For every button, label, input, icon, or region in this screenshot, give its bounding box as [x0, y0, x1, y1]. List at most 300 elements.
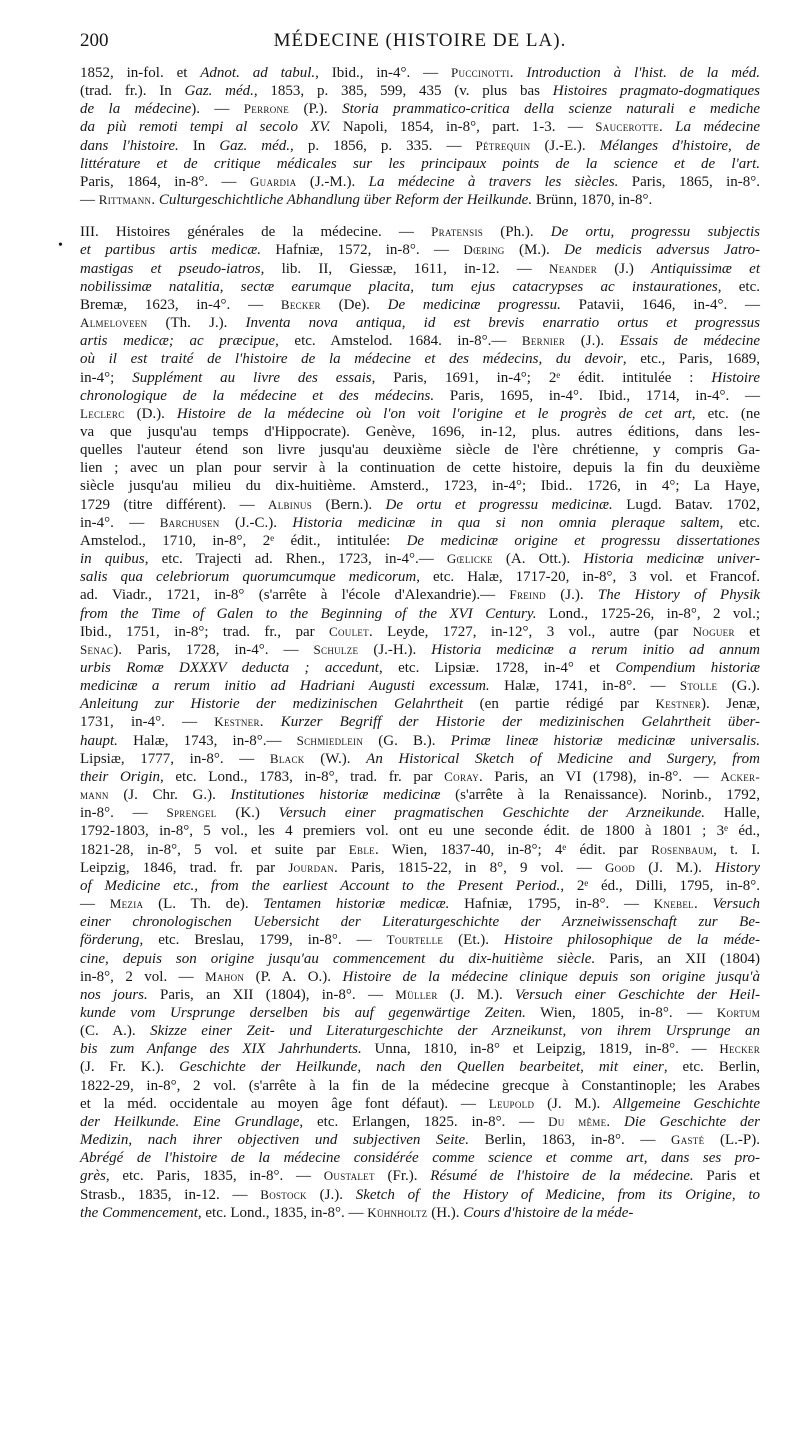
text-line: [80, 859, 760, 877]
author-name: Senac: [80, 641, 114, 657]
text-line: [80, 191, 760, 209]
italic-title: Versuch einer pragmatischen Geschichte der Arzneikunde.: [278, 805, 706, 822]
text-run: Paris, 1695, in-4°. Ibid., 1714, in-4°. —: [434, 387, 760, 404]
text-line: [80, 786, 760, 804]
author-name: Pratensis: [431, 224, 484, 240]
author-name: Good: [604, 859, 636, 875]
text-run: Berlin, 1863, in-8°. —: [468, 1132, 671, 1149]
text-run: (J.-C.).: [219, 514, 293, 531]
italic-title: in quibus: [80, 551, 145, 568]
author-name: Leupold: [488, 1095, 535, 1111]
text-run: ). Paris, 1728, in-4°. —: [113, 641, 314, 658]
text-run: (J.-M.).: [296, 173, 369, 190]
text-line: [80, 260, 760, 278]
text-line: [80, 822, 760, 840]
author-name: Gasté: [671, 1132, 705, 1148]
italic-title: Gaz. méd.: [184, 83, 254, 100]
text-line: [80, 118, 760, 136]
italic-title: Histoire: [711, 369, 760, 386]
italic-title: Historia medicinæ univer-: [583, 551, 760, 568]
text-run: —: [80, 192, 99, 209]
text-line: [80, 931, 760, 949]
italic-title: bis zum Anfange des XIX Jahrhunderts.: [80, 1041, 362, 1058]
text-run: , t. I.: [713, 841, 760, 858]
italic-title: Storia prammatico-critica della scienze naturali e mediche: [342, 101, 760, 118]
text-run: Halæ, 1743, in-8°.—: [117, 732, 297, 749]
text-run: , lib. II, Giessæ, 1611, in-12. —: [260, 260, 550, 277]
text-run: 1821-28, in-8°, 5 vol. et suite par: [80, 841, 349, 858]
italic-title: Histoire de la médecine clinique depuis son origine jusqu'à: [342, 968, 760, 985]
text-run: 1852, in-fol. et: [80, 65, 201, 81]
text-run: , etc. (ne: [691, 405, 760, 422]
text-run: . Leyde, 1727, in-12°, 3 vol., autre (par: [368, 623, 693, 640]
italic-title: haupt.: [80, 732, 118, 749]
text-run: (Et.).: [443, 932, 504, 949]
text-run: Patavii, 1646, in-4°. —: [560, 296, 761, 313]
text-line: [80, 841, 760, 859]
text-run: , Ibid., in-4°. —: [315, 65, 451, 81]
text-run: Napoli, 1854, in-8°, part. 1-3. —: [330, 119, 596, 136]
italic-title: et partibus artis medicæ.: [80, 242, 262, 259]
text-run: (L. Th. de).: [143, 896, 264, 913]
author-name: Knebel: [653, 896, 694, 912]
author-name: Black: [269, 750, 305, 766]
italic-title: förderung: [80, 932, 140, 949]
text-run: .: [606, 1113, 625, 1130]
author-name: Eble: [348, 841, 375, 857]
author-name: Barchusen: [159, 514, 220, 530]
italic-title: Essais de médecine: [619, 333, 760, 350]
italic-title: Skizze einer Zeit- und Literaturgeschichte der Arzneikunst, von ihrem Ursprunge an: [150, 1023, 760, 1040]
text-line: [80, 1004, 760, 1022]
text-run: , p. 1856, p. 335. —: [290, 137, 476, 154]
italic-title: La médecine à travers les siècles.: [368, 173, 619, 190]
author-name: mann: [80, 787, 109, 803]
text-run: Paris, an XII (1804): [595, 950, 760, 967]
paragraph: [80, 223, 760, 1222]
text-run: (Th. J.).: [147, 315, 246, 332]
text-run: (K.): [216, 805, 279, 822]
text-line: [80, 895, 760, 913]
italic-title: chronologique de la médecine et des médecins.: [80, 387, 435, 404]
text-line: [80, 659, 760, 677]
text-run: (J.-E.).: [530, 137, 600, 154]
text-run: . Paris, an VI (1798), in-8°. —: [479, 768, 721, 785]
author-name: Gœlicke: [446, 551, 493, 567]
text-run: (J.).: [545, 587, 598, 604]
text-run: et: [734, 623, 761, 640]
author-name: Puccinotti: [450, 65, 510, 80]
text-run: Paris, an XII (1804), in-8°. —: [147, 986, 396, 1003]
italic-title: the Commencement: [80, 1204, 198, 1221]
text-line: [80, 605, 760, 623]
text-run: (J.).: [306, 1186, 356, 1203]
text-run: Halle,: [705, 805, 761, 822]
text-run: Bremæ, 1623, in-4°. —: [80, 296, 281, 313]
text-line: [80, 986, 760, 1004]
author-name: Müller: [395, 986, 438, 1002]
text-run: Paris et: [693, 1168, 761, 1185]
author-name: Schulze: [313, 641, 359, 657]
text-line: [80, 623, 760, 641]
text-run: (J.): [597, 260, 652, 277]
italic-title: nos jours.: [80, 986, 148, 1003]
text-run: Lugd. Batav. 1702,: [612, 496, 760, 513]
text-run: (en partie rédigé par: [463, 696, 656, 713]
italic-title: Résumé de l'histoire de la médecine.: [430, 1168, 694, 1185]
text-line: [80, 877, 760, 895]
italic-title: Adnot. ad tabul.: [200, 65, 316, 81]
italic-title: De medicinæ origine et progressu dissertationes: [406, 532, 760, 549]
text-run: (L.-P).: [704, 1132, 761, 1149]
author-name: Leclerc: [80, 405, 125, 421]
text-line: [80, 477, 760, 495]
text-run: , etc.: [719, 514, 761, 531]
text-line: [80, 278, 760, 296]
text-line: [80, 532, 760, 550]
text-run: (s'arrête à la Renaissance). Norinb., 1792,: [440, 787, 760, 804]
italic-title: où il est traité de l'histoire de la médecine et des médecins, du devoir: [80, 351, 623, 368]
text-line: [80, 950, 760, 968]
text-run: , etc. Lipsiæ. 1728, in-4° et: [378, 660, 616, 676]
italic-title: cine, depuis son origine jusqu'au commencement du dix-huitième siècle.: [80, 950, 596, 967]
running-head: [80, 30, 760, 56]
running-title: MÉDECINE (HISTOIRE DE LA).: [273, 30, 567, 51]
italic-title: An Historical Sketch of Medicine and Surgery, from: [366, 750, 760, 767]
author-name: Bostock: [260, 1186, 307, 1202]
text-run: Halæ, 1741, in-8°. —: [489, 678, 680, 695]
author-name: Becker: [280, 296, 321, 312]
text-line: [80, 241, 760, 259]
text-line: [80, 1204, 760, 1222]
author-name: Freind: [509, 587, 546, 603]
text-line: [80, 1058, 760, 1076]
author-name: Kestner: [214, 714, 260, 730]
italic-title: Mélanges d'histoire, de: [599, 137, 760, 154]
author-name: Perrone: [243, 101, 290, 117]
text-run: . Paris, 1815-22, in 8°, 9 vol. —: [334, 859, 605, 876]
author-name: Mezia: [109, 896, 144, 912]
italic-title: Anleitung zur Historie der medizinischen Gelahrtheit: [80, 696, 464, 713]
author-name: Dœring: [463, 242, 505, 258]
text-run: Wien, 1805, in-8°. —: [525, 1004, 717, 1021]
author-name: Sprengel: [166, 805, 217, 821]
italic-title: Inventa nova antiqua, id est brevis enarratio ortus et progressus: [245, 315, 760, 332]
text-run: (J. M.).: [534, 1095, 614, 1112]
text-line: [80, 155, 760, 173]
text-line: [80, 677, 760, 695]
author-name: Schmiedlein: [296, 732, 364, 748]
text-run: . Wien, 1837-40, in-8°; 4ᵉ édit. par: [374, 841, 652, 858]
italic-title: kunde vom Ursprunge derselben bis auf gegenwärtige Zeiten.: [80, 1004, 526, 1021]
text-line: [80, 804, 760, 822]
text-run: Leipzig, 1846, trad. fr. par: [80, 859, 289, 876]
author-name: Bernier: [521, 333, 566, 349]
text-run: (J. M.).: [437, 986, 515, 1003]
author-name: Rosenbaum: [651, 841, 714, 857]
text-run: (Bern.).: [312, 496, 386, 513]
text-run: , etc. Halæ, 1717-20, in-8°, 3 vol. et Francof.: [416, 569, 760, 586]
text-run: (M.).: [504, 242, 565, 259]
text-run: (D.).: [124, 405, 177, 422]
text-run: III. Histoires générales de la médecine. —: [80, 224, 432, 241]
text-line: [80, 459, 760, 477]
italic-title: salis qua celebriorum quorumcumque medicorum: [80, 569, 417, 586]
italic-title: littérature et de critique médicales sur les principaux points de la science et de l'art.: [80, 155, 760, 172]
italic-title: Culturgeschichtliche Abhandlung über Reform der Heilkunde.: [158, 192, 533, 209]
text-run: (J.-H.).: [358, 641, 432, 658]
italic-title: Gaz. méd.: [219, 137, 291, 154]
italic-title: Cours d'histoire de la méde-: [463, 1204, 634, 1221]
text-line: [80, 496, 760, 514]
paragraph: [80, 64, 760, 209]
italic-title: De medicis adversus Jatro-: [564, 242, 761, 259]
italic-title: Versuch: [712, 896, 760, 913]
italic-title: The History of Physik: [597, 587, 761, 604]
italic-title: Kurzer Begriff der Historie der medizinischen Gelahrtheit über-: [280, 714, 761, 731]
text-run: 1729 (titre différent). —: [80, 496, 269, 513]
author-name: Stolle: [679, 678, 718, 694]
text-run: , etc., Paris, 1689,: [622, 351, 761, 368]
text-line: [80, 405, 760, 423]
italic-title: Sketch of the History of Medicine, from its Origine, to: [355, 1186, 760, 1203]
author-name: Kühnholtz: [367, 1204, 428, 1220]
italic-title: Historia medicinæ in qua si non omnia pleraque saltem: [292, 514, 720, 531]
italic-title: De ortu et progressu medicinæ.: [385, 496, 613, 513]
body-text: [80, 64, 760, 1222]
text-line: [80, 1131, 760, 1149]
text-line: [80, 100, 760, 118]
text-run: , etc. Lond., 1835, in-8°. —: [197, 1204, 368, 1221]
text-run: .: [509, 65, 527, 81]
text-run: (J. Chr. G.).: [108, 787, 231, 804]
italic-title: Compendium historiæ: [615, 660, 760, 676]
text-line: [80, 768, 760, 786]
author-name: Noguer: [692, 623, 735, 639]
text-line: [80, 713, 760, 731]
text-run: va que jusqu'au temps d'Hippocrate). Genève, 1696, in-12, plus. autres éditions, dans les-: [80, 423, 760, 440]
author-name: Coray: [444, 768, 480, 784]
author-name: Acker-: [720, 768, 760, 784]
italic-title: der Heilkunde. Eine Grundlage: [80, 1113, 300, 1130]
author-name: Kestner: [655, 696, 702, 712]
author-name: Kortum: [716, 1004, 760, 1020]
author-name: Hecker: [719, 1041, 761, 1057]
text-run: , etc. Trajecti ad. Rhen., 1723, in-4°.—: [144, 551, 447, 568]
text-run: in-8°. —: [80, 805, 167, 822]
italic-title: Allgemeine Geschichte: [613, 1095, 761, 1112]
text-run: (Fr.).: [374, 1168, 431, 1185]
text-run: Hafniæ, 1795, in-8°. —: [449, 896, 654, 913]
text-run: , etc. Amstelod. 1684. in-8°.—: [275, 333, 522, 350]
text-line: [80, 1095, 760, 1113]
text-run: in-4°;: [80, 369, 133, 386]
text-run: (J. M.).: [635, 859, 715, 876]
text-run: (Ph.).: [483, 224, 551, 241]
text-run: (W.).: [304, 750, 367, 767]
italic-title: de la médecine: [80, 101, 192, 118]
author-name: Oustalet: [323, 1168, 375, 1184]
text-run: .: [259, 714, 281, 731]
italic-title: dans l'histoire.: [80, 137, 179, 154]
text-run: Lond., 1725-26, in-8°, 2 vol.;: [536, 605, 761, 622]
italic-title: Tentamen historiæ medicæ.: [263, 896, 450, 913]
italic-title: Antiquissimæ et: [651, 260, 761, 277]
italic-title: urbis Romæ DXXXV deducta ; accedunt: [80, 660, 379, 676]
italic-title: artis medicæ; ac præcipue: [80, 333, 276, 350]
text-line: [80, 387, 760, 405]
text-line: [80, 173, 760, 191]
text-run: (J. Fr. K.).: [80, 1059, 180, 1076]
text-run: , etc. Breslau, 1799, in-8°. —: [139, 932, 387, 949]
page-number: 200: [80, 30, 109, 51]
author-name: Guardia: [249, 173, 297, 189]
text-line: [80, 1167, 760, 1185]
text-run: Hafniæ, 1572, in-8°. —: [261, 242, 464, 259]
text-line: [80, 550, 760, 568]
text-line: [80, 64, 760, 82]
text-line: [80, 369, 760, 387]
text-line: [80, 1022, 760, 1040]
text-run: Amstelod., 1710, in-8°, 2ᵉ édit., intitulée:: [80, 532, 407, 549]
text-run: , etc. Berlin,: [663, 1059, 760, 1076]
text-run: .: [659, 119, 676, 136]
text-line: [80, 750, 760, 768]
text-run: ad. Viadr., 1721, in-8° (s'arrête à l'école d'Alexandrie).—: [80, 587, 510, 604]
text-run: 1822-29, in-8°, 2 vol. (s'arrête à la fin de la médecine grecque à Constantinople; les Arabes: [80, 1077, 760, 1094]
text-run: (A. Ott.).: [492, 551, 584, 568]
text-line: [80, 695, 760, 713]
text-run: Lipsiæ, 1777, in-8°. —: [80, 750, 270, 767]
text-run: , etc.: [717, 278, 761, 295]
text-line: [80, 223, 760, 241]
italic-title: Die Geschichte der: [624, 1113, 761, 1130]
margin-mark: •: [58, 238, 63, 253]
text-run: (J.).: [565, 333, 620, 350]
text-run: (G.).: [717, 678, 760, 695]
text-line: [80, 568, 760, 586]
text-run: Paris, 1864, in-8°. —: [80, 173, 250, 190]
text-line: [80, 1040, 760, 1058]
author-name: Pétrequin: [475, 137, 531, 153]
italic-title: einer chronologischen Uebersicht der Literaturgeschichte der Arzneiwissenschaft zur Be-: [80, 914, 760, 931]
italic-title: Histoire de la médecine où l'on voit l'origine et le progrès de cet art: [176, 405, 692, 422]
italic-title: mastigas et pseudo-iatros: [80, 260, 261, 277]
text-run: Ibid., 1751, in-8°; trad. fr., par: [80, 623, 330, 640]
italic-title: Geschichte der Heilkunde, nach den Quellen bearbeitet, mit einer: [179, 1059, 664, 1076]
text-run: .: [693, 896, 713, 913]
italic-title: Histoires pragmato-dogmatiques: [552, 83, 760, 100]
text-line: [80, 732, 760, 750]
text-run: et la méd. occidentale au moyen âge font défaut). —: [80, 1095, 489, 1112]
text-run: (H.).: [427, 1204, 464, 1221]
text-run: (C. A.).: [80, 1023, 151, 1040]
text-run: in-4°. —: [80, 514, 160, 531]
italic-title: Abrégé de l'histoire de la médecine considérée comme science et comme art, dans ses pro-: [80, 1150, 760, 1167]
text-line: [80, 441, 760, 459]
text-run: .: [151, 192, 159, 209]
text-run: Strasb., 1835, in-12. —: [80, 1186, 261, 1203]
text-line: [80, 332, 760, 350]
italic-title: Institutiones historiæ medicinæ: [230, 787, 441, 804]
italic-title: Historia medicinæ a rerum initio ad annum: [431, 641, 761, 658]
italic-title: from the Time of Galen to the Beginning of the XVI Century.: [80, 605, 537, 622]
text-run: Paris, 1865, in-8°.: [618, 173, 760, 190]
author-name: Rittmann: [98, 192, 152, 208]
text-run: , Paris, 1691, in-4°; 2ᵉ édit. intitulée :: [371, 369, 712, 386]
text-run: 1792-1803, in-8°, 5 vol., les 4 premiers vol. ont eu une seconde édit. de 1800 à 1801 ; 3ᵉ éd.,: [80, 823, 760, 840]
italic-title: medicinæ a rerum initio ad Hadriani Augusti excessum.: [80, 678, 490, 695]
text-line: [80, 350, 760, 368]
text-line: [80, 1186, 760, 1204]
text-run: quelles l'auteur étend son livre jusqu'au deuxième siècle de l'ère chrétienne, y compris Ga-: [80, 442, 760, 459]
italic-title: Versuch einer Geschichte der Heil-: [515, 986, 760, 1003]
author-name: Du même: [548, 1113, 607, 1129]
italic-title: Supplément au livre des essais: [132, 369, 372, 386]
author-name: Mahon: [205, 968, 245, 984]
author-name: Tourtelle: [386, 932, 444, 948]
text-run: ). Jenæ,: [701, 696, 760, 713]
italic-title: Primæ lineæ historiæ medicinæ universalis.: [450, 732, 760, 749]
text-run: ). —: [191, 101, 244, 118]
text-run: 1731, in-4°. —: [80, 714, 215, 731]
text-line: [80, 314, 760, 332]
italic-title: Medizin, nach ihrer objectiven und subjectiven Seite.: [80, 1132, 469, 1149]
text-line: [80, 586, 760, 604]
text-run: , etc. Paris, 1835, in-8°. —: [105, 1168, 324, 1185]
italic-title: da più remoti tempi al secolo XV.: [80, 119, 331, 136]
text-run: Unna, 1810, in-8° et Leipzig, 1819, in-8°. —: [361, 1041, 720, 1058]
text-line: [80, 82, 760, 100]
text-line: [80, 296, 760, 314]
text-run: Brünn, 1870, in-8°.: [532, 192, 653, 209]
text-line: [80, 968, 760, 986]
italic-title: of Medicine etc., from the earliest Account to the Present Period.: [80, 877, 561, 894]
text-run: , etc. Erlangen, 1825. in-8°. —: [299, 1113, 549, 1130]
author-name: Almeloveen: [80, 315, 148, 331]
text-run: In: [178, 137, 220, 154]
text-run: (trad. fr.). In: [80, 83, 185, 100]
author-name: Saucerotte: [595, 119, 659, 135]
author-name: Coulet: [329, 623, 369, 639]
text-line: [80, 514, 760, 532]
italic-title: De ortu, progressu subjectis: [550, 224, 760, 241]
text-run: in-8°, 2 vol. —: [80, 968, 206, 985]
italic-title: nobilissimæ natalitia, sectæ earumque placita, tum ejus catacrypses ac instaurationes: [80, 278, 718, 295]
text-run: (P. A. O.).: [244, 968, 343, 985]
italic-title: La médecine: [675, 119, 760, 136]
text-run: , etc. Lond., 1783, in-8°, trad. fr. par: [160, 768, 445, 785]
italic-title: Histoire philosophique de la méde-: [503, 932, 761, 949]
text-run: (G. B.).: [363, 732, 451, 749]
author-name: Jourdan: [288, 859, 334, 875]
author-name: Albinus: [268, 496, 313, 512]
text-line: [80, 1149, 760, 1167]
text-run: —: [80, 896, 110, 913]
text-line: [80, 423, 760, 441]
text-run: lien ; avec un plan pour servir à la continuation de cette histoire, depuis la fin du deuxième: [80, 460, 760, 477]
text-line: [80, 913, 760, 931]
text-line: [80, 641, 760, 659]
italic-title: Introduction à l'hist. de la méd.: [526, 65, 760, 81]
italic-title: History: [715, 859, 760, 876]
italic-title: grès: [80, 1168, 106, 1185]
text-run: , 1853, p. 385, 599, 435 (v. plus bas: [253, 83, 553, 100]
text-line: [80, 1077, 760, 1095]
italic-title: their Origin: [80, 768, 160, 785]
text-line: [80, 137, 760, 155]
author-name: Neander: [549, 260, 598, 276]
